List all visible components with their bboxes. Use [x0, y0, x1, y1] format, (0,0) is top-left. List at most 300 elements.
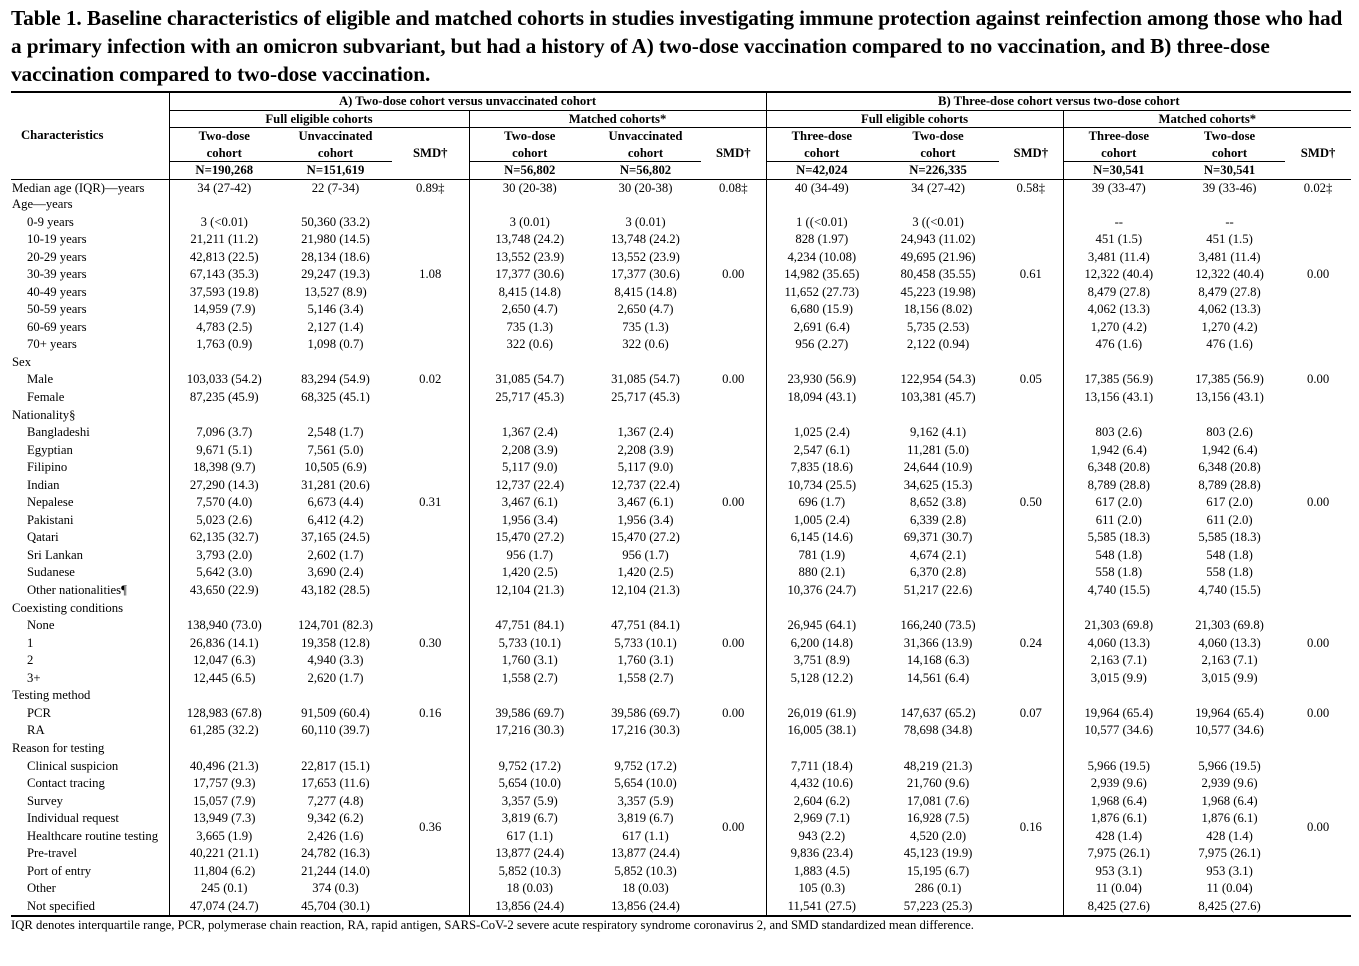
table-row: [11, 705, 1351, 723]
cell-value: 13,856 (24.4): [590, 898, 701, 917]
cell-empty: [469, 600, 590, 618]
cell-value: 17,385 (56.9): [1195, 372, 1264, 387]
table-row: [11, 564, 1351, 582]
cell-value: 476 (1.6): [1206, 337, 1253, 352]
cell-value: 451 (1.5): [1063, 231, 1174, 249]
row-label: Indian: [27, 477, 60, 492]
cell-empty: [469, 687, 590, 705]
cell-value: 30 (20-38): [618, 180, 673, 195]
row-label: Other: [27, 881, 56, 896]
table-row: [11, 863, 1351, 881]
cell-value: 5,654 (10.0): [469, 775, 590, 793]
table-row: [11, 582, 1351, 600]
group-label: Nationality§: [12, 407, 76, 422]
cell-value: 3,015 (9.9): [1201, 670, 1258, 685]
cell-value: 5,852 (10.3): [614, 863, 677, 878]
row-label: RA: [27, 723, 45, 738]
cell-value: 6,412 (4.2): [307, 512, 364, 527]
cell-value: 374 (0.3): [312, 881, 359, 896]
cell-empty: [169, 407, 279, 425]
cell-value: 6,200 (14.8): [766, 635, 877, 653]
row-label: Sudanese: [27, 565, 75, 580]
table-row: [11, 775, 1351, 793]
cell-value: 6,348 (20.8): [1198, 460, 1261, 475]
cell-smd: 0.61: [1019, 267, 1042, 282]
cell-value: 11 (0.04): [1206, 881, 1253, 896]
group-header-row: [11, 740, 1351, 758]
cell-empty: [1174, 196, 1285, 214]
row-label: Contact tracing: [27, 776, 105, 791]
table-row: [11, 512, 1351, 530]
row-label: Qatari: [27, 530, 59, 545]
cell-value: 3,015 (9.9): [1063, 670, 1174, 688]
header-col-5: [877, 128, 999, 162]
cell-value: 617 (1.1): [622, 828, 669, 843]
cell-value: 5,966 (19.5): [1063, 758, 1174, 776]
cell-empty: [169, 354, 279, 372]
header-col-6: [1063, 128, 1174, 162]
col-line2: cohort: [1101, 145, 1137, 160]
cell-value: 30 (20-38): [469, 179, 590, 196]
cell-smd: 0.00: [1306, 495, 1330, 510]
cell-value: 49,695 (21.96): [900, 249, 976, 264]
col-line2: cohort: [920, 145, 956, 160]
cell-value: 6,339 (2.8): [910, 512, 967, 527]
cell-empty: [1063, 600, 1174, 618]
row-label: Individual request: [27, 811, 119, 826]
table-row: [11, 389, 1351, 407]
cell-value: 147,637 (65.2): [900, 705, 976, 720]
cell-value: 7,711 (18.4): [766, 758, 877, 776]
cell-value: 8,479 (27.8): [1198, 284, 1261, 299]
cell-value: 3,690 (2.4): [307, 565, 364, 580]
cell-smd: 0.00: [722, 267, 745, 282]
cell-value: 8,789 (28.8): [1063, 477, 1174, 495]
cell-value: 953 (3.1): [1063, 863, 1174, 881]
header-col-n-2: N=56,802: [469, 162, 590, 180]
cell-value: 7,975 (26.1): [1063, 845, 1174, 863]
cell-empty: [1174, 407, 1285, 425]
cell-value: 39,586 (69.7): [469, 705, 590, 723]
cell-value: 476 (1.6): [1063, 336, 1174, 354]
cell-value: 42,813 (22.5): [169, 249, 279, 267]
table-row: [11, 179, 1351, 196]
cell-value: 803 (2.6): [1206, 425, 1253, 440]
table-row: [11, 214, 1351, 232]
cell-value: 12,104 (21.3): [611, 583, 680, 598]
cell-empty: [877, 407, 999, 425]
cell-empty: [590, 407, 701, 425]
group-label: Age—years: [12, 197, 73, 211]
table-row: [11, 652, 1351, 670]
cell-value: 45,123 (19.9): [903, 846, 973, 861]
row-label: Median age (IQR)—years: [12, 180, 145, 195]
cell-value: 17,081 (7.6): [906, 793, 970, 808]
row-label: PCR: [27, 705, 51, 720]
cell-empty: [766, 740, 877, 758]
col-line2: cohort: [317, 145, 354, 160]
cell-value: 5,117 (9.0): [617, 460, 674, 475]
cell-smd: 0.31: [419, 495, 442, 510]
cell-value: 1,942 (6.4): [1201, 442, 1258, 457]
cell-empty: [279, 687, 392, 705]
header-col-7: [1174, 128, 1285, 162]
cell-value: 10,577 (34.6): [1195, 723, 1264, 738]
header-col-2: [469, 128, 590, 162]
cell-value: 138,940 (73.0): [169, 617, 279, 635]
cell-value: 7,835 (18.6): [766, 459, 877, 477]
cell-value: 953 (3.1): [1206, 863, 1253, 878]
table-row: [11, 880, 1351, 898]
header-col-n-3: N=56,802: [590, 162, 701, 180]
table-row: [11, 477, 1351, 495]
cell-value: 7,570 (4.0): [169, 494, 279, 512]
cell-value: 3 ((<0.01): [912, 214, 964, 229]
table-row: [11, 722, 1351, 740]
cell-value: 19,358 (12.8): [301, 635, 370, 650]
cell-value: 22,817 (15.1): [301, 758, 370, 773]
cell-value: 14,959 (7.9): [169, 301, 279, 319]
cell-value: 29,247 (19.3): [301, 267, 370, 282]
header-group-b: B) Three-dose cohort versus two-dose cohort: [766, 92, 1351, 110]
cell-empty: [877, 740, 999, 758]
header-col-n-5: N=226,335: [877, 162, 999, 180]
cell-value: 43,182 (28.5): [301, 583, 370, 598]
cell-value: 31,366 (13.9): [903, 635, 973, 650]
cell-value: 2,127 (1.4): [307, 319, 364, 334]
cell-value: 3,467 (6.1): [469, 494, 590, 512]
group-header-row: [11, 354, 1351, 372]
cell-value: 21,211 (11.2): [169, 231, 279, 249]
row-label: 1: [27, 635, 34, 650]
cell-value: 6,680 (15.9): [766, 301, 877, 319]
cell-empty: [766, 407, 877, 425]
cell-value: 24,644 (10.9): [903, 460, 973, 475]
cell-value: 1,420 (2.5): [617, 565, 674, 580]
cell-value: 4,740 (15.5): [1063, 582, 1174, 600]
cell-value: 34 (27-42): [169, 179, 279, 196]
cell-value: 13,877 (24.4): [611, 846, 680, 861]
cell-value: 5,733 (10.1): [614, 635, 677, 650]
cell-smd: 0.30: [419, 635, 442, 650]
cell-value: 8,479 (27.8): [1063, 284, 1174, 302]
cell-value: 24,943 (11.02): [900, 232, 976, 247]
group-label: Sex: [12, 354, 32, 369]
header-col-4: [766, 128, 877, 162]
cell-empty: [877, 354, 999, 372]
cell-smd: 0.16: [419, 705, 442, 720]
cell-value: 2,604 (6.2): [766, 793, 877, 811]
cell-value: 548 (1.8): [1063, 547, 1174, 565]
cell-value: 18 (0.03): [622, 881, 669, 896]
cell-value: 3,819 (6.7): [617, 811, 674, 826]
cell-value: 7,277 (4.8): [307, 793, 364, 808]
cell-value: 3,793 (2.0): [169, 547, 279, 565]
row-label: Survey: [27, 793, 63, 808]
cell-value: 13,748 (24.2): [469, 231, 590, 249]
cell-value: 2,208 (3.9): [617, 442, 674, 457]
table-row: [11, 336, 1351, 354]
row-label: 70+ years: [27, 337, 77, 352]
table-row: [11, 758, 1351, 776]
table-row: [11, 529, 1351, 547]
cell-value: 39 (33-46): [1202, 180, 1257, 195]
cell-value: 28,134 (18.6): [301, 249, 370, 264]
cell-value: 9,342 (6.2): [307, 811, 364, 826]
cell-value: 17,653 (11.6): [301, 776, 370, 791]
col-line1: Unvaccinated: [298, 129, 373, 143]
cell-value: 4,674 (2.1): [910, 547, 967, 562]
row-label: Filipino: [27, 460, 68, 475]
cell-smd: 0.24: [1019, 635, 1042, 650]
table-row: [11, 284, 1351, 302]
cell-value: 21,244 (14.0): [301, 863, 370, 878]
col-line2: cohort: [804, 145, 840, 160]
cell-empty: [279, 354, 392, 372]
cell-value: 12,047 (6.3): [169, 652, 279, 670]
cell-value: 40 (34-49): [766, 179, 877, 196]
header-col-n-1: N=151,619: [279, 162, 392, 180]
cell-empty: [590, 354, 701, 372]
cell-value: 10,505 (6.9): [304, 460, 367, 475]
row-label: Bangladeshi: [27, 425, 90, 440]
cell-value: 2,969 (7.1): [766, 810, 877, 828]
cell-value: 1,367 (2.4): [617, 425, 674, 440]
col-line1: Two-dose: [504, 129, 556, 143]
cell-value: 1,270 (4.2): [1063, 319, 1174, 337]
cell-value: 50,360 (33.2): [301, 214, 370, 229]
cell-value: 2,547 (6.1): [766, 442, 877, 460]
cell-value: 3,481 (11.4): [1198, 249, 1261, 264]
cell-value: 69,371 (30.7): [903, 530, 973, 545]
cell-value: 91,509 (60.4): [301, 705, 370, 720]
cell-value: 18,398 (9.7): [169, 459, 279, 477]
cell-value: 10,376 (24.7): [766, 582, 877, 600]
cell-value: 24,782 (16.3): [301, 846, 370, 861]
cell-value: 18 (0.03): [469, 880, 590, 898]
cell-value: 40,496 (21.3): [169, 758, 279, 776]
row-label: Nepalese: [27, 495, 74, 510]
cell-value: 17,377 (30.6): [469, 266, 590, 284]
header-matched-a: Matched cohorts*: [469, 110, 766, 128]
row-label: Healthcare routine testing: [27, 828, 159, 843]
cell-value: 80,458 (35.55): [900, 267, 976, 282]
row-label: Egyptian: [27, 442, 73, 457]
cell-value: 47,751 (84.1): [469, 617, 590, 635]
cell-value: 39 (33-47): [1063, 179, 1174, 196]
cell-empty: [590, 687, 701, 705]
cell-value: 558 (1.8): [1063, 564, 1174, 582]
cell-empty: [1063, 354, 1174, 372]
cell-value: 87,235 (45.9): [169, 389, 279, 407]
row-label: 20-29 years: [27, 249, 87, 264]
cell-smd: 1.08: [419, 267, 442, 282]
cell-smd: 0.16: [999, 740, 1063, 916]
cell-value: 8,425 (27.6): [1063, 898, 1174, 917]
cell-value: 2,548 (1.7): [307, 425, 364, 440]
cell-empty: [590, 740, 701, 758]
cell-value: 1,968 (6.4): [1201, 793, 1258, 808]
baseline-table: [11, 91, 1351, 917]
cell-value: 47,074 (24.7): [169, 898, 279, 917]
group-label: Reason for testing: [12, 740, 105, 755]
cell-value: 8,415 (14.8): [469, 284, 590, 302]
cell-value: 18,094 (43.1): [766, 389, 877, 407]
cell-value: 68,325 (45.1): [301, 390, 370, 405]
cell-value: 12,322 (40.4): [1063, 266, 1174, 284]
cell-value: 14,982 (35.65): [766, 266, 877, 284]
cell-value: 60,110 (39.7): [301, 723, 370, 738]
cell-value: 11,541 (27.5): [766, 898, 877, 917]
cell-empty: [469, 407, 590, 425]
cell-value: 5,642 (3.0): [169, 564, 279, 582]
cell-value: 122,954 (54.3): [900, 372, 976, 387]
cell-value: 1,956 (3.4): [469, 512, 590, 530]
cell-value: 2,426 (1.6): [307, 828, 364, 843]
cell-value: 13,877 (24.4): [469, 845, 590, 863]
cell-value: 13,856 (24.4): [469, 898, 590, 917]
cell-smd: 0.02: [419, 372, 442, 387]
table-row: [11, 810, 1351, 828]
header-col-3: [590, 128, 701, 162]
cell-value: 2,602 (1.7): [307, 547, 364, 562]
cell-value: 15,470 (27.2): [611, 530, 680, 545]
cell-smd: 0.08‡: [719, 180, 748, 195]
cell-value: 78,698 (34.8): [903, 723, 973, 738]
cell-value: 19,964 (65.4): [1195, 705, 1264, 720]
cell-value: 3,357 (5.9): [617, 793, 674, 808]
cell-value: 62,135 (32.7): [169, 529, 279, 547]
cell-value: 31,085 (54.7): [611, 372, 680, 387]
cell-value: 4,234 (10.08): [766, 249, 877, 267]
cell-value: 17,757 (9.3): [169, 775, 279, 793]
cell-empty: [1174, 354, 1285, 372]
cell-value: --: [1063, 214, 1174, 232]
cell-value: 735 (1.3): [622, 319, 669, 334]
cell-value: 47,751 (84.1): [611, 618, 680, 633]
cell-value: 128,983 (67.8): [169, 705, 279, 723]
table-row: [11, 635, 1351, 653]
cell-value: 4,062 (13.3): [1063, 301, 1174, 319]
table-row: [11, 494, 1351, 512]
row-label: Pakistani: [27, 512, 74, 527]
cell-empty: [1174, 687, 1285, 705]
table-row: [11, 371, 1351, 389]
header-col-0: [169, 128, 279, 162]
cell-value: 43,650 (22.9): [169, 582, 279, 600]
cell-value: 245 (0.1): [169, 880, 279, 898]
cell-empty: [590, 600, 701, 618]
cell-empty: [279, 740, 392, 758]
group-header-row: [11, 600, 1351, 618]
cell-value: 4,520 (2.0): [910, 828, 967, 843]
cell-value: 26,945 (64.1): [766, 617, 877, 635]
cell-value: 25,717 (45.3): [611, 390, 680, 405]
cell-empty: [469, 740, 590, 758]
cell-value: 1 ((<0.01): [766, 214, 877, 232]
row-label: Clinical suspicion: [27, 758, 119, 773]
cell-value: 13,527 (8.9): [304, 284, 367, 299]
cell-value: 7,096 (3.7): [169, 424, 279, 442]
cell-value: 611 (2.0): [1206, 512, 1253, 527]
cell-value: 1,420 (2.5): [469, 564, 590, 582]
header-smd-2: SMD†: [999, 128, 1063, 180]
cell-value: 781 (1.9): [766, 547, 877, 565]
cell-value: 2,163 (7.1): [1063, 652, 1174, 670]
cell-value: 124,701 (82.3): [297, 618, 374, 633]
group-header-row: [11, 687, 1351, 705]
cell-value: 735 (1.3): [469, 319, 590, 337]
cell-empty: [766, 600, 877, 618]
cell-smd: 0.00: [1306, 635, 1330, 650]
cell-value: 3,467 (6.1): [617, 495, 674, 510]
table-row: [11, 249, 1351, 267]
row-label: Pre-travel: [27, 846, 78, 861]
cell-value: 16,928 (7.5): [906, 811, 970, 826]
table-row: [11, 547, 1351, 565]
table-row: [11, 319, 1351, 337]
cell-value: 5,117 (9.0): [469, 459, 590, 477]
cell-value: 21,760 (9.6): [906, 776, 970, 791]
cell-value: 5,023 (2.6): [169, 512, 279, 530]
cell-value: 3,481 (11.4): [1063, 249, 1174, 267]
cell-empty: [1063, 687, 1174, 705]
cell-value: 7,561 (5.0): [307, 442, 364, 457]
cell-value: 2,650 (4.7): [617, 302, 674, 317]
cell-value: 8,789 (28.8): [1198, 477, 1261, 492]
table-row: [11, 845, 1351, 863]
row-label: 40-49 years: [27, 284, 87, 299]
cell-value: 15,195 (6.7): [906, 863, 970, 878]
cell-empty: [1174, 600, 1285, 618]
cell-value: 4,060 (13.3): [1063, 635, 1174, 653]
cell-value: 45,223 (19.98): [900, 284, 976, 299]
header-col-n-4: N=42,024: [766, 162, 877, 180]
cell-value: 105 (0.3): [766, 880, 877, 898]
table-footnote: IQR denotes interquartile range, PCR, polymerase chain reaction, RA, rapid antigen, SARS-CoV-2 severe acute respiratory syndrome coronavirus 2, and SMD standardized mean difference.: [11, 918, 974, 933]
cell-value: 14,168 (6.3): [906, 653, 970, 668]
cell-value: 428 (1.4): [1206, 828, 1253, 843]
cell-smd: 0.50: [1019, 495, 1042, 510]
cell-smd: 0.02‡: [1303, 180, 1333, 195]
cell-value: 943 (2.2): [766, 828, 877, 846]
table-row: [11, 459, 1351, 477]
cell-value: 1,883 (4.5): [766, 863, 877, 881]
cell-value: 3,751 (8.9): [766, 652, 877, 670]
cell-value: 956 (1.7): [469, 547, 590, 565]
row-label: 2: [27, 653, 34, 668]
cell-smd: 0.00: [722, 495, 745, 510]
cell-value: 2,691 (6.4): [766, 319, 877, 337]
row-label: Port of entry: [27, 863, 92, 878]
cell-value: 956 (1.7): [622, 547, 669, 562]
cell-smd: 0.00: [1285, 740, 1351, 916]
cell-value: 4,940 (3.3): [307, 653, 364, 668]
cell-value: 2,650 (4.7): [469, 301, 590, 319]
cell-value: 3 (0.01): [625, 214, 666, 229]
cell-smd: 0.00: [722, 705, 745, 720]
cell-value: 34 (27-42): [911, 180, 965, 195]
cell-value: 322 (0.6): [469, 336, 590, 354]
cell-smd: 0.07: [1019, 705, 1042, 720]
cell-empty: [279, 600, 392, 618]
cell-value: 11,652 (27.73): [766, 284, 877, 302]
cell-value: 15,470 (27.2): [469, 529, 590, 547]
cell-smd: 0.58‡: [1016, 180, 1046, 195]
cell-value: 9,752 (17.2): [469, 758, 590, 776]
header-smd-0: SMD†: [392, 128, 469, 180]
cell-value: 17,216 (30.3): [469, 722, 590, 740]
